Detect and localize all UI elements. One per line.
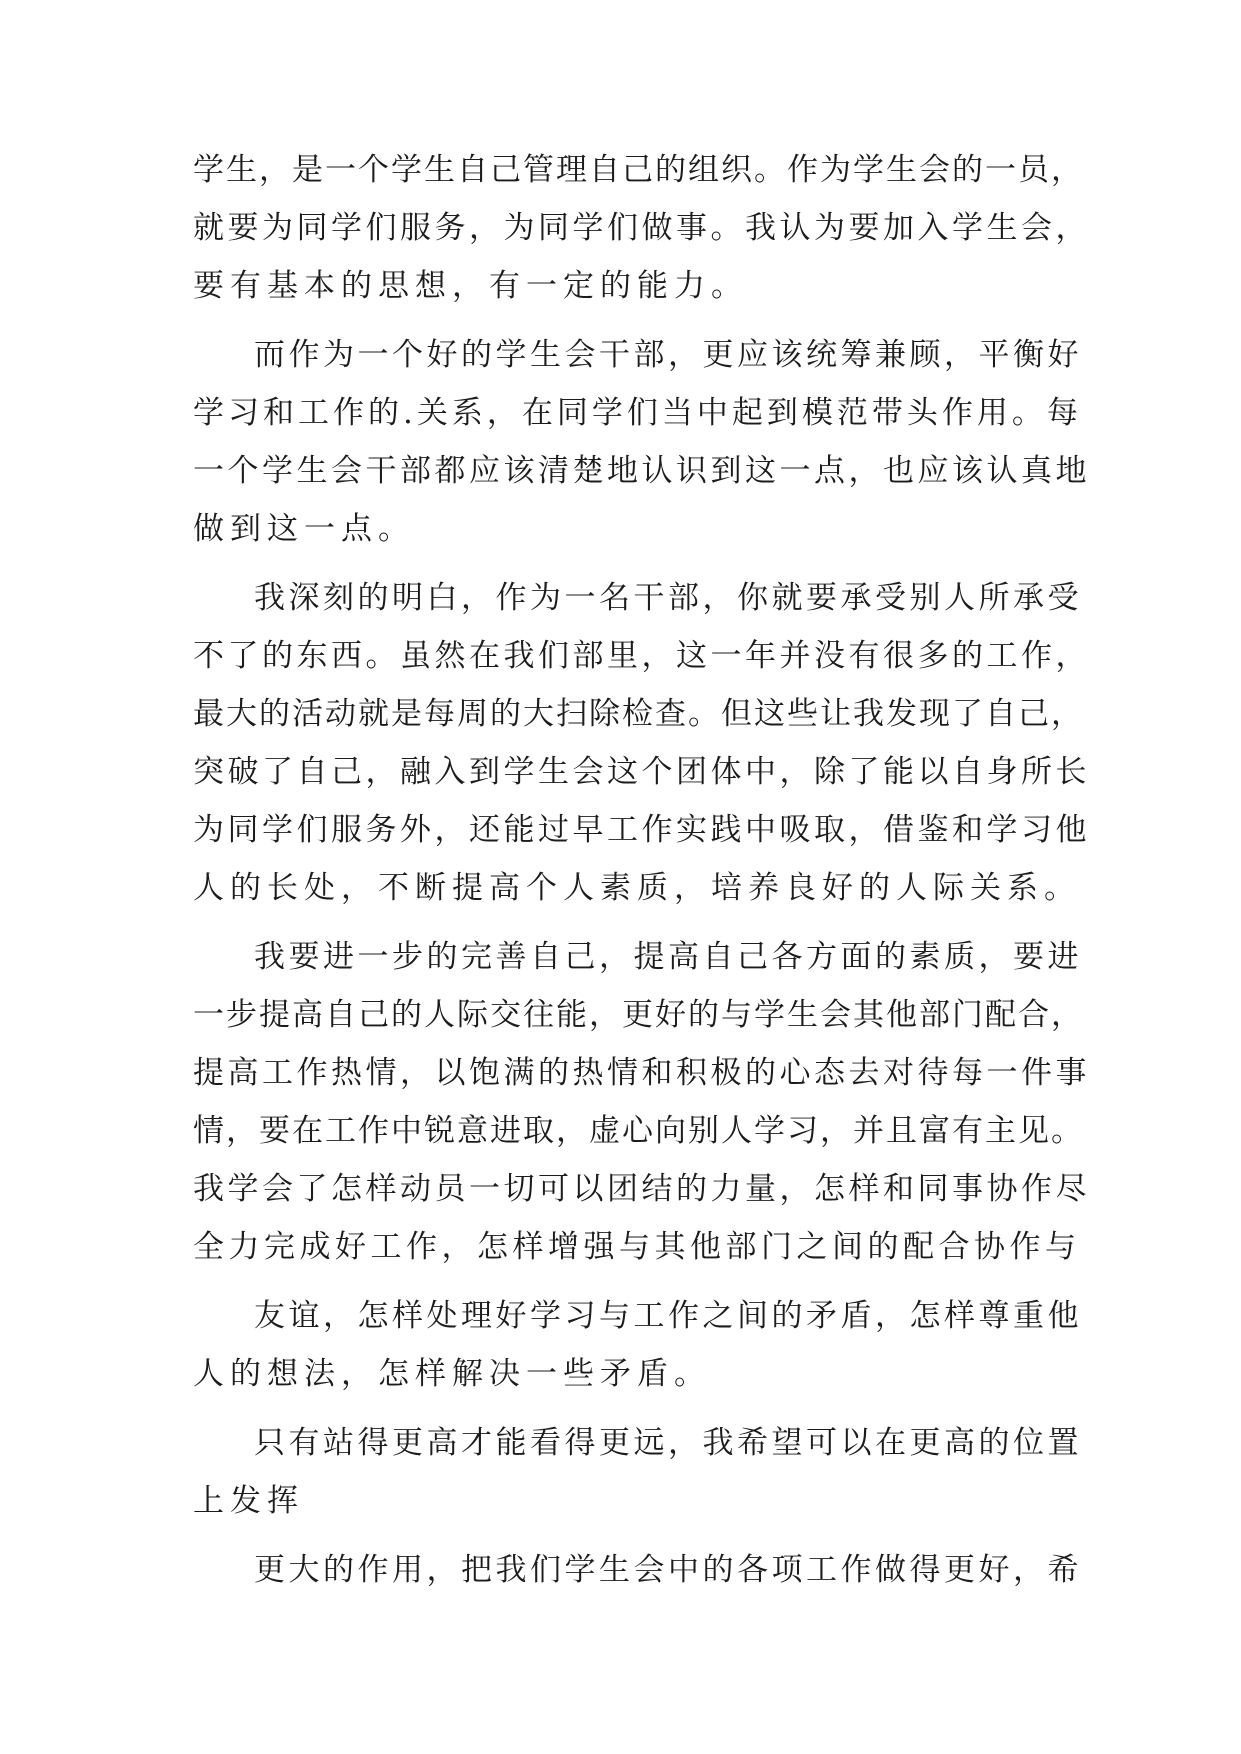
text-line: 我深刻的明白，作为一名干部，你就要承受别人所承受	[254, 580, 1082, 616]
text-line: 情，要在工作中锐意进取，虚心向别人学习，并且富有主见。	[193, 1113, 1084, 1149]
text-line: 我要进一步的完善自己，提高自己各方面的素质，要进	[254, 939, 1082, 975]
text-line: 更大的作用，把我们学生会中的各项工作做得更好，希	[254, 1552, 1082, 1588]
text-line: 全力完成好工作，怎样增强与其他部门之间的配合协作与	[193, 1229, 1081, 1265]
text-line: 一步提高自己的人际交往能，更好的与学生会其他部门配合，	[193, 997, 1084, 1033]
text-line: 学习和工作的.关系，在同学们当中起到模范带头作用。每	[193, 395, 1082, 431]
text-line: 提高工作热情，以饱满的热情和积极的心态去对待每一件事	[193, 1055, 1090, 1091]
text-line: 只有站得更高才能看得更远，我希望可以在更高的位置	[254, 1425, 1082, 1461]
text-line: 人的想法，怎样解决一些矛盾。	[193, 1356, 711, 1392]
text-line: 最大的活动就是每周的大扫除检查。但这些让我发现了自己，	[193, 696, 1084, 732]
text-line: 学生，是一个学生自己管理自己的组织。作为学生会的一员，	[193, 152, 1084, 188]
text-line: 就要为同学们服务，为同学们做事。我认为要加入学生会，	[193, 210, 1090, 246]
text-line: 上发挥	[193, 1483, 304, 1519]
text-line: 不了的东西。虽然在我们部里，这一年并没有很多的工作，	[193, 638, 1090, 674]
text-line: 突破了自己，融入到学生会这个团体中，除了能以自身所长	[193, 754, 1090, 790]
text-line: 要有基本的思想，有一定的能力。	[193, 268, 748, 304]
text-line: 做到这一点。	[193, 511, 415, 547]
text-line: 为同学们服务外，还能过早工作实践中吸取，借鉴和学习他	[193, 812, 1090, 848]
text-line: 友谊，怎样处理好学习与工作之间的矛盾，怎样尊重他	[254, 1298, 1082, 1334]
text-line: 我学会了怎样动员一切可以团结的力量，怎样和同事协作尽	[193, 1171, 1090, 1207]
text-line: 而作为一个好的学生会干部，更应该统筹兼顾，平衡好	[254, 337, 1082, 373]
text-line: 一个学生会干部都应该清楚地认识到这一点，也应该认真地	[193, 453, 1090, 489]
text-line: 人的长处，不断提高个人素质，培养良好的人际关系。	[193, 870, 1081, 906]
